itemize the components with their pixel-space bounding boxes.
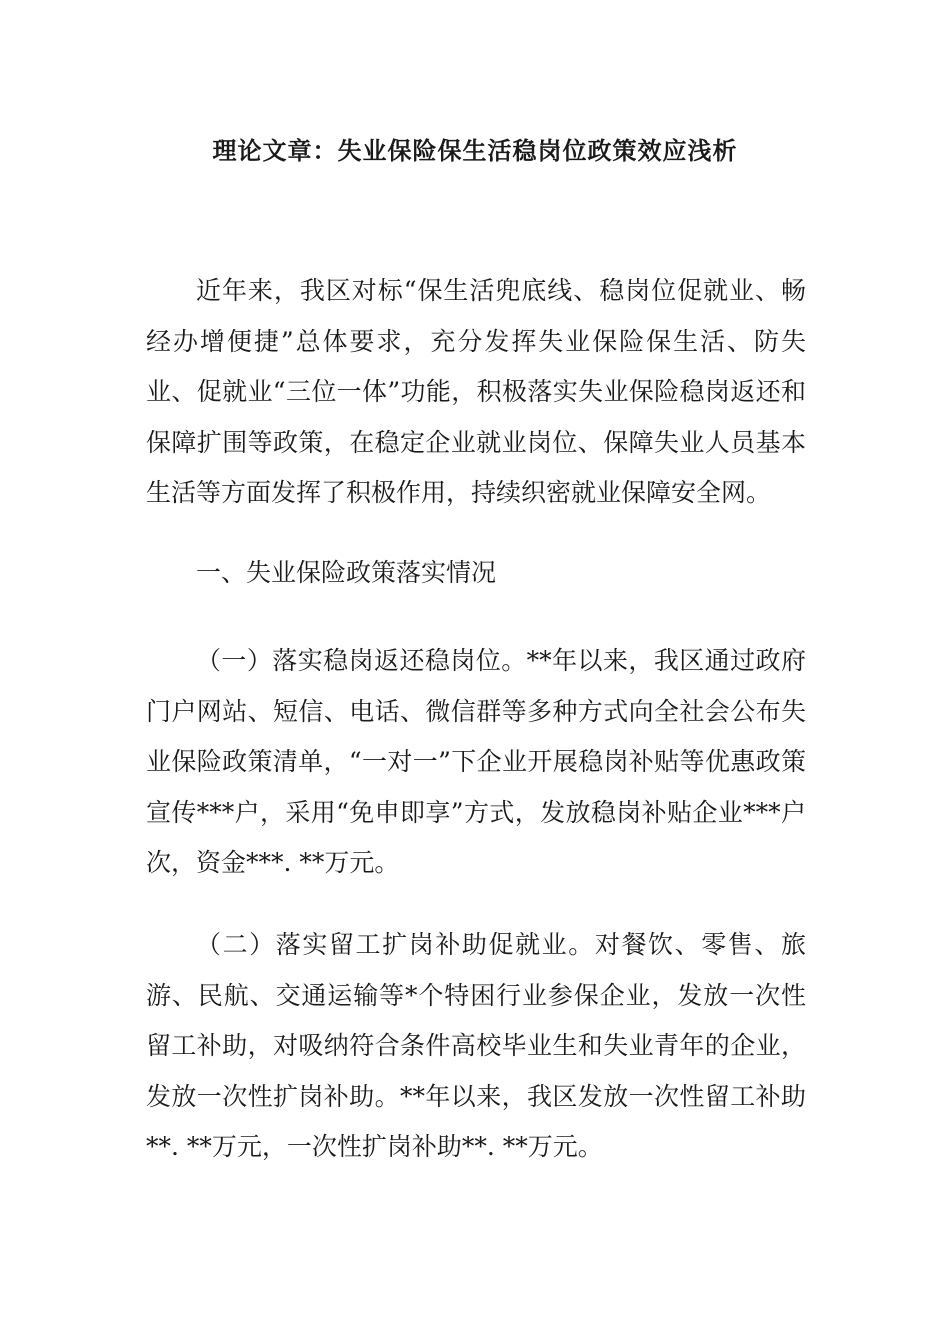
- intro-paragraph: 近年来，我区对标“保生活兜底线、稳岗位促就业、畅经办增便捷”总体要求，充分发挥失业保险保生活、防失业、促就业“三位一体”功能，积极落实失业保险稳岗返还和保障扩围等政策，在稳定企业就业岗位、保障失业人员基本生活等方面发挥了积极作用，持续织密就业保障安全网。: [146, 276, 806, 508]
- subsection-paragraph-1: （一）落实稳岗返还稳岗位。**年以来，我区通过政府门户网站、短信、电话、微信群等多种方式向全社会公布失业保险政策清单，“一对一”下企业开展稳岗补贴等优惠政策宣传***户，采用“免申即享”方式，发放稳岗补贴企业***户次，资金***. **万元。: [146, 646, 806, 878]
- section-heading: 一、失业保险政策落实情况: [196, 558, 497, 587]
- page-title: 理论文章：失业保险保生活稳岗位政策效应浅析: [212, 136, 738, 165]
- subsection-paragraph-2: （二）落实留工扩岗补助促就业。对餐饮、零售、旅游、民航、交通运输等*个特困行业参保企业，发放一次性留工补助，对吸纳符合条件高校毕业生和失业青年的企业，发放一次性扩岗补助。**年以来，我区发放一次性留工补助**. **万元，一次性扩岗补助**. **万元。: [146, 930, 806, 1162]
